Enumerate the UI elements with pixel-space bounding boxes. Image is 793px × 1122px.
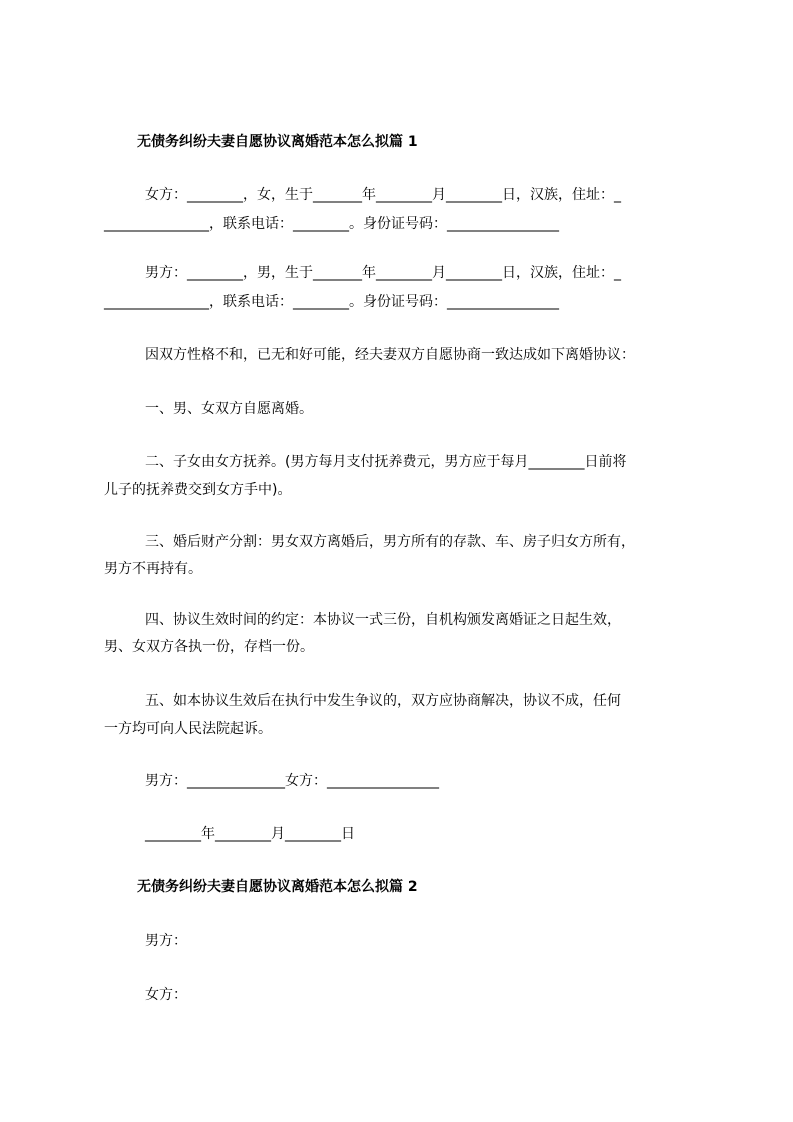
clause-2-line-2: 儿子的抚养费交到女方手中)。 bbox=[104, 482, 292, 498]
clause-3-line-2: 男方不再持有。 bbox=[104, 561, 202, 577]
section-2-wife-label: 女方： bbox=[145, 987, 187, 1003]
section-title-2: 无债务纠纷夫妻自愿协议离婚范本怎么拟篇 2 bbox=[137, 879, 418, 895]
section-2-husband-label: 男方： bbox=[145, 933, 187, 949]
husband-info-line-1: 男方：________，男，生于_______年________月________日，汉族，住址：_ bbox=[145, 265, 621, 281]
section-title-1: 无债务纠纷夫妻自愿协议离婚范本怎么拟篇 1 bbox=[137, 134, 418, 150]
clause-1: 一、男、女双方自愿离婚。 bbox=[145, 401, 313, 417]
signature-line: 男方：______________女方：________________ bbox=[145, 773, 439, 789]
husband-info-line-2: _______________，联系电话：________。身份证号码：________________ bbox=[104, 294, 559, 310]
clause-4-line-2: 男、女双方各执一份，存档一份。 bbox=[104, 639, 314, 655]
clause-5-line-1: 五、如本协议生效后在执行中发生争议的，双方应协商解决，协议不成，任何 bbox=[145, 693, 621, 709]
clause-4-line-1: 四、协议生效时间的约定：本协议一式三份，自机构颁发离婚证之日起生效， bbox=[145, 612, 621, 628]
clause-3-line-1: 三、婚后财产分割：男女双方离婚后，男方所有的存款、车、房子归女方所有， bbox=[145, 534, 635, 550]
intro-paragraph: 因双方性格不和，已无和好可能，经夫妻双方自愿协商一致达成如下离婚协议： bbox=[145, 347, 635, 363]
wife-info-line-2: _______________，联系电话：________。身份证号码：________________ bbox=[104, 216, 559, 232]
clause-2-line-1: 二、子女由女方抚养。(男方每月支付抚养费元，男方应于每月________日前将 bbox=[145, 454, 627, 470]
wife-info-line-1: 女方：________，女，生于_______年________月________日，汉族，住址：_ bbox=[145, 187, 621, 203]
clause-5-line-2: 一方均可向人民法院起诉。 bbox=[104, 721, 272, 737]
date-line: ________年________月________日 bbox=[145, 826, 355, 842]
